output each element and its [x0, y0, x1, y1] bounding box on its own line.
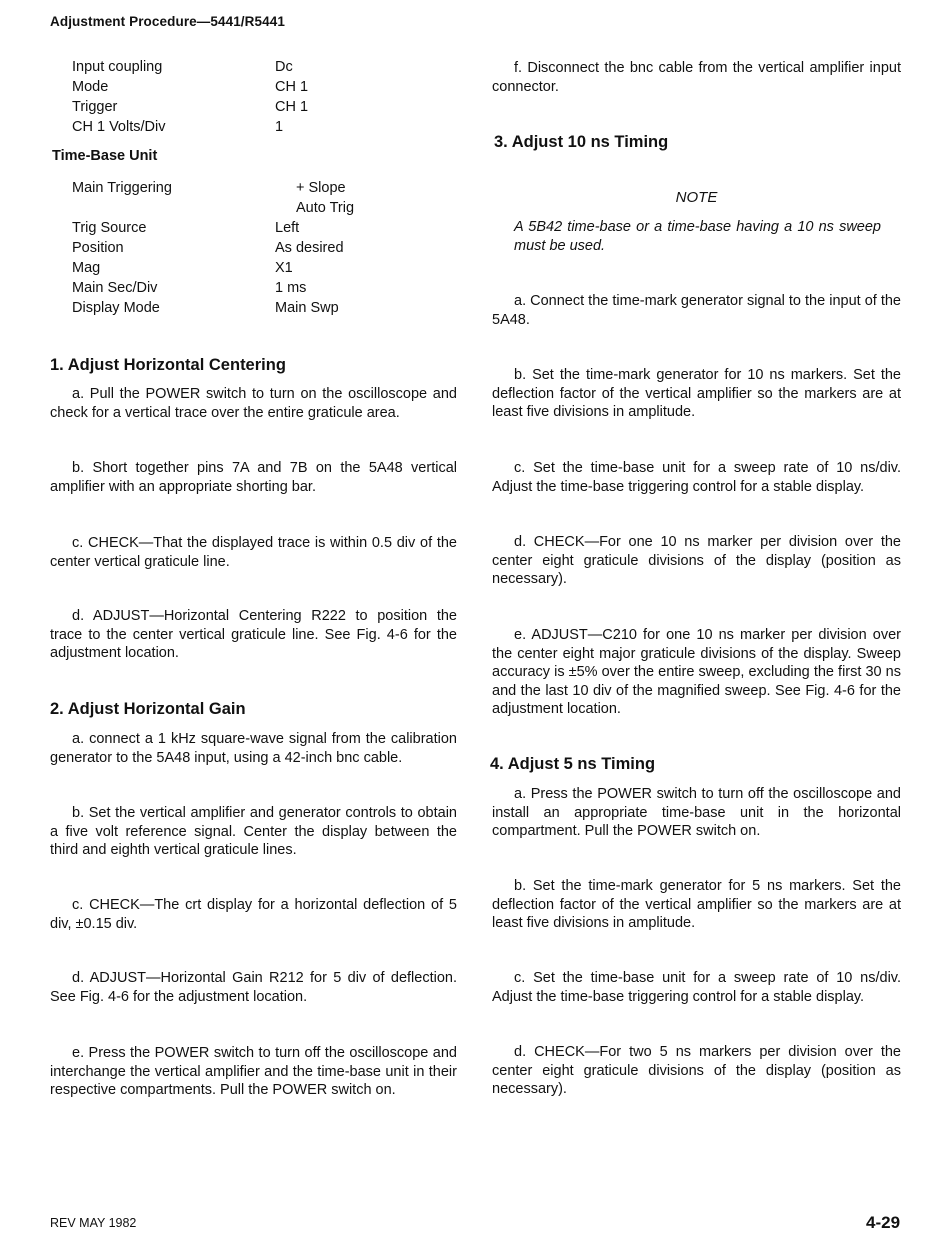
- settings-row: [72, 218, 372, 238]
- setting-label: Display Mode: [72, 300, 160, 316]
- section-3-step-c: c. Set the time-base unit for a sweep rate of 10 ns/div. Adjust the time-base triggering control for a stable display.: [492, 460, 901, 495]
- setting-value: CH 1: [275, 79, 309, 95]
- section-3-step-a: a. Connect the time-mark generator signal to the input of the 5A48.: [492, 293, 901, 328]
- settings-row: [72, 298, 372, 318]
- section-1-step-d: d. ADJUST—Horizontal Centering R222 to position the trace to the center vertical graticule line. See Fig. 4-6 for the adjustment location.: [50, 608, 457, 661]
- section-2-step-d: d. ADJUST—Horizontal Gain R212 for 5 div of deflection. See Fig. 4-6 for the adjustment location.: [50, 970, 457, 1005]
- setting-label: Mag: [72, 260, 101, 276]
- note-text: A 5B42 time-base or a time-base having a 10 ns sweep must be used.: [514, 219, 881, 254]
- section-1-step-a: a. Pull the POWER switch to turn on the oscilloscope and check for a vertical trace over the entire graticule area.: [50, 386, 457, 421]
- settings-row: [72, 278, 372, 298]
- setting-value: Main Swp: [275, 300, 339, 316]
- settings-row: [72, 238, 372, 258]
- setting-label: Mode: [72, 79, 109, 95]
- section-4-heading: 4. Adjust 5 ns Timing: [490, 755, 656, 773]
- setting-label: Position: [72, 240, 124, 256]
- section-1-step-c: c. CHECK—That the displayed trace is within 0.5 div of the center vertical graticule line.: [50, 535, 457, 570]
- setting-value: Left: [275, 220, 300, 236]
- settings-table-main: [72, 57, 332, 137]
- section-2-step-f: f. Disconnect the bnc cable from the vertical amplifier input connector.: [492, 60, 901, 95]
- timebase-heading: Time-Base Unit: [52, 148, 158, 164]
- setting-value: 1: [275, 119, 284, 135]
- section-2-heading: 2. Adjust Horizontal Gain: [50, 700, 246, 718]
- section-2-step-e: e. Press the POWER switch to turn off the oscilloscope and interchange the vertical amplifier and the time-base unit in their respective compartments. Pull the POWER switch on.: [50, 1045, 457, 1098]
- setting-value: Dc: [275, 59, 293, 75]
- section-4-step-b: b. Set the time-mark generator for 5 ns markers. Set the deflection factor of the vertical amplifier so the markers are at least five divisions in amplitude.: [492, 878, 901, 931]
- setting-label: Trigger: [72, 99, 118, 115]
- setting-label: Main Sec/Div: [72, 280, 158, 296]
- setting-label: CH 1 Volts/Div: [72, 119, 166, 135]
- settings-row: [72, 97, 332, 117]
- page-header: Adjustment Procedure—5441/R5441: [50, 14, 285, 29]
- setting-value: + Slope: [296, 180, 346, 196]
- setting-label: Main Triggering: [72, 180, 172, 196]
- setting-value: CH 1: [275, 99, 309, 115]
- section-1-step-b: b. Short together pins 7A and 7B on the 5A48 vertical amplifier with an appropriate shorting bar.: [50, 460, 457, 495]
- setting-value: Auto Trig: [296, 200, 355, 216]
- section-2-step-c: c. CHECK—The crt display for a horizontal deflection of 5 div, ±0.15 div.: [50, 897, 457, 932]
- section-2-step-a: a. connect a 1 kHz square-wave signal from the calibration generator to the 5A48 input, using a 42-inch bnc cable.: [50, 731, 457, 766]
- settings-row: [72, 77, 332, 97]
- setting-value: As desired: [275, 240, 344, 256]
- section-3-step-e: e. ADJUST—C210 for one 10 ns marker per division over the center eight major graticule divisions of the display. Sweep accuracy is ±5% over the entire sweep, excluding the first 30 ns and the last 10 div of the magnified sweep. See Fig. 4-6 for the adjustment location.: [492, 627, 901, 717]
- page-number: 4-29: [866, 1213, 901, 1232]
- section-3-heading: 3. Adjust 10 ns Timing: [494, 133, 669, 151]
- setting-value: X1: [275, 260, 293, 276]
- settings-row: [72, 258, 372, 278]
- settings-row: [72, 198, 372, 218]
- settings-row: [72, 117, 332, 137]
- revision-date: REV MAY 1982: [50, 1216, 137, 1230]
- settings-row: [72, 178, 372, 198]
- section-1-heading: 1. Adjust Horizontal Centering: [50, 356, 286, 374]
- settings-table-timebase: [72, 178, 372, 318]
- section-3-step-b: b. Set the time-mark generator for 10 ns markers. Set the deflection factor of the vertical amplifier so the markers are at least five divisions in amplitude.: [492, 367, 901, 420]
- note-title: NOTE: [675, 189, 718, 206]
- section-2-step-b: b. Set the vertical amplifier and generator controls to obtain a five volt reference signal. Center the display between the third and eighth vertical graticule lines.: [50, 805, 457, 858]
- section-3-step-d: d. CHECK—For one 10 ns marker per division over the center eight graticule divisions of the display (position as necessary).: [492, 534, 901, 587]
- settings-row: [72, 57, 332, 77]
- setting-label: Trig Source: [72, 220, 147, 236]
- section-4-step-d: d. CHECK—For two 5 ns markers per division over the center eight graticule divisions of the display (position as necessary).: [492, 1044, 901, 1097]
- section-4-step-a: a. Press the POWER switch to turn off the oscilloscope and install an appropriate time-base unit in the horizontal compartment. Pull the POWER switch on.: [492, 786, 901, 839]
- setting-label: Input coupling: [72, 59, 163, 75]
- setting-value: 1 ms: [275, 280, 307, 296]
- section-4-step-c: c. Set the time-base unit for a sweep rate of 10 ns/div. Adjust the time-base triggering control for a stable display.: [492, 970, 901, 1005]
